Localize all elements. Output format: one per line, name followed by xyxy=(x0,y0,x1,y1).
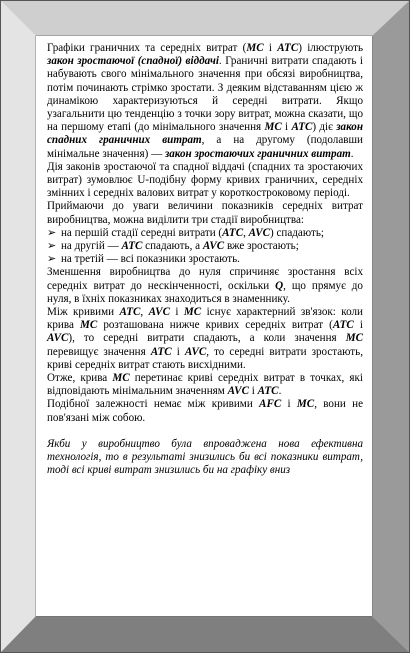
emphasis-term: MC xyxy=(296,398,315,411)
text-run: ) ілюструють xyxy=(298,42,364,54)
text-run: і xyxy=(171,345,185,358)
closing-note: Якби у виробництво була впроваджена нова ефективна технологія, то в результаті знизились би всі показники витрат, тоді всі криві витрат знизились би на графіку вниз xyxy=(47,437,363,477)
emphasis-term: закон зростаючих граничних витрат xyxy=(164,147,351,160)
emphasis-term: AVC xyxy=(202,240,225,253)
list-item xyxy=(47,253,363,266)
text-run: перевищує значення xyxy=(47,345,151,358)
list-item xyxy=(47,227,363,240)
text-run: . xyxy=(350,147,354,160)
list-item xyxy=(47,240,363,253)
text-run: Зменшення виробництва до нуля спричиняє зростання всіх середніх витрат до нескінченності, оскільки xyxy=(47,266,363,292)
list-item-text xyxy=(61,227,363,240)
emphasis-term: AVC xyxy=(47,332,69,345)
relationship-paragraphs xyxy=(47,266,363,424)
text-run: , xyxy=(140,306,149,319)
arrow-bullet-icon: ➢ xyxy=(47,226,57,239)
emphasis-term: ATC xyxy=(121,240,143,253)
emphasis-term: MC xyxy=(246,42,264,54)
emphasis-term: ATC xyxy=(332,319,354,332)
paragraph-p1 xyxy=(47,42,363,161)
arrow-bullet-icon: ➢ xyxy=(47,253,57,266)
page-content xyxy=(47,42,363,478)
emphasis-term: Q xyxy=(275,279,284,292)
emphasis-term: MC xyxy=(79,319,98,332)
emphasis-term: AFC xyxy=(259,398,282,411)
text-run: на третій — всі показники зростають. xyxy=(61,253,240,266)
stage-list xyxy=(47,227,363,267)
frame-right-bevel xyxy=(372,0,410,653)
paragraph-p5 xyxy=(47,306,363,372)
text-run: на другій — xyxy=(61,240,122,253)
emphasis-term: MC xyxy=(183,306,202,319)
arrow-bullet-icon: ➢ xyxy=(47,240,57,253)
emphasis-term: ATC xyxy=(257,385,279,398)
text-run: ) спадають; xyxy=(270,226,324,239)
text-run: Між кривими xyxy=(47,306,120,319)
emphasis-term: AVC xyxy=(184,345,207,358)
paragraph-p3 xyxy=(47,200,363,226)
emphasis-term: закон зростаючої (спадної) віддачі xyxy=(47,55,219,68)
text-run: ) діє xyxy=(312,121,337,134)
text-run: і xyxy=(353,319,363,332)
emphasis-term: MC xyxy=(345,332,363,345)
text-run: Дія законів зростаючої та спадної віддачі (спадних та зростаючих витрат) зумовлює U-подібну форму кривих граничних, середніх змінних і середніх валових витрат у короткостроковому періоді. xyxy=(47,160,363,200)
emphasis-term: ATC xyxy=(150,345,172,358)
paragraph-p2 xyxy=(47,161,363,201)
text-run: . Граничні витрати спадають і набувають свого мінімального значення при обсязі виробництва, потім починають стрімко зростати. З деяким відставанням цією ж динамікою характеризуються й середні витрати. Якщо узагальнити цю тенденцію з точки зору витрат, можна сказати, що на першому етапі (до мінімального значення xyxy=(47,55,364,134)
frame-top-bevel xyxy=(0,0,410,36)
emphasis-term: MC xyxy=(112,372,130,385)
text-run: вже зростають; xyxy=(224,240,299,253)
paragraph-p4 xyxy=(47,266,363,306)
text-run: ), то середні витрати спадають, а коли значення xyxy=(68,332,346,345)
text-run: і xyxy=(281,398,297,411)
paragraph-p6 xyxy=(47,372,363,398)
paragraph-p7 xyxy=(47,398,363,424)
text-run: і xyxy=(263,42,278,54)
emphasis-term: закон спадних граничних витрат xyxy=(47,121,363,147)
emphasis-term: ATC xyxy=(291,121,313,134)
frame-left-bevel xyxy=(0,0,36,653)
text-run: , що прямує до нуля, в їхніх показниках знаходиться в знаменнику. xyxy=(47,279,363,305)
list-item-text xyxy=(61,253,363,266)
text-run: на першій стадії середні витрати ( xyxy=(61,226,223,239)
text-run: , вони не пов'язані між собою. xyxy=(47,398,363,424)
text-run: і xyxy=(281,121,292,134)
emphasis-term: AVC xyxy=(227,385,249,398)
emphasis-term: ATC xyxy=(119,306,141,319)
list-item-text xyxy=(61,240,363,253)
text-run: і xyxy=(169,306,184,319)
text-run: розташована нижче кривих середніх витрат ( xyxy=(97,319,333,332)
emphasis-term: AVC xyxy=(248,226,271,239)
text-run: , то середні витрати зростають, криві середніх витрат стають висхідними. xyxy=(47,345,363,371)
text-run: Подібної залежності немає між кривими xyxy=(47,398,260,411)
text-run: перетинає криві середніх витрат в точках, які відповідають мінімальним значенням xyxy=(47,372,363,398)
emphasis-term: ATC xyxy=(277,42,299,54)
text-run: Приймаючи до уваги величини показників середніх витрат виробництва, можна виділити три стадії виробництва: xyxy=(47,200,363,226)
text-run: , а на другому (подолавши мінімальне значення) — xyxy=(47,134,363,160)
text-run: спадають, а xyxy=(142,240,203,253)
text-run: , xyxy=(243,226,249,239)
intro-paragraphs xyxy=(47,42,363,227)
text-run: Отже, крива xyxy=(47,372,113,385)
text-run: і xyxy=(248,385,258,398)
frame-bottom-bevel xyxy=(0,616,410,653)
text-page xyxy=(36,36,372,616)
text-run: існує характерний зв'язок: коли крива xyxy=(47,306,363,332)
emphasis-term: MC xyxy=(264,121,282,134)
text-run: . xyxy=(278,385,282,398)
emphasis-term: ATC xyxy=(222,226,244,239)
text-run: Графіки граничних та середніх витрат ( xyxy=(47,42,247,54)
emphasis-term: AVC xyxy=(148,306,170,319)
